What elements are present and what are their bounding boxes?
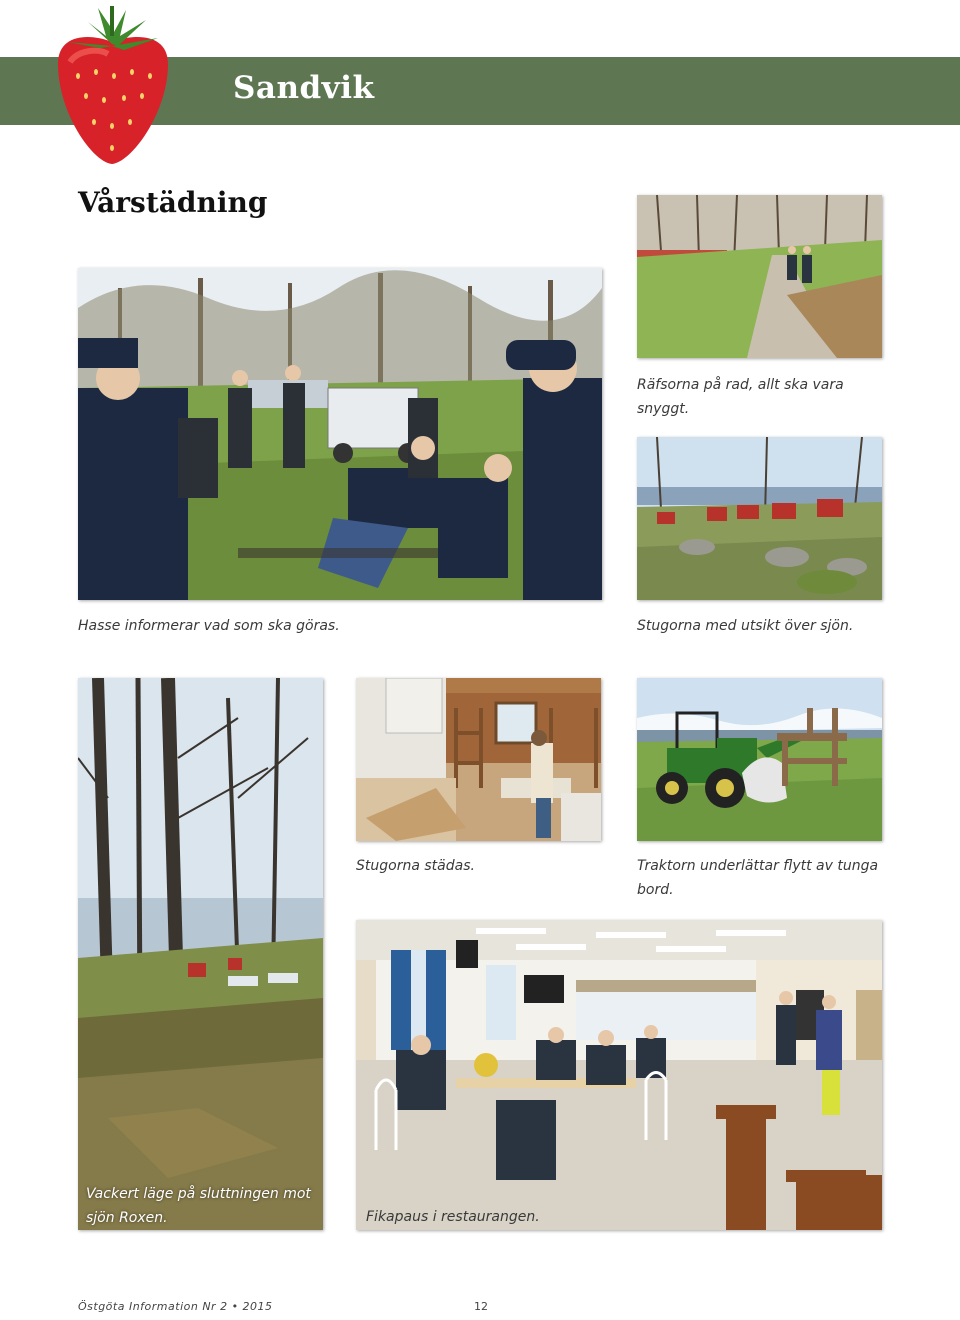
photo-forest-lake	[78, 678, 323, 1230]
photo-tractor	[637, 678, 882, 841]
caption-cottages-view: Stugorna med utsikt över sjön.	[637, 618, 854, 634]
caption-cleaning: Stugorna städas.	[356, 858, 475, 874]
caption-meeting: Hasse informerar vad som ska göras.	[78, 618, 340, 634]
article-heading: Vårstädning	[78, 186, 268, 219]
strawberry-logo	[48, 2, 176, 167]
page-number: 12	[474, 1300, 488, 1313]
caption-rakes: Räfsorna på rad, allt ska vara snyggt.	[637, 377, 844, 417]
caption-forest-lake: Vackert läge på sluttningen mot sjön Roxen.	[86, 1186, 311, 1226]
caption-restaurant: Fikapaus i restaurangen.	[366, 1209, 540, 1225]
footer-publication: Östgöta Information Nr 2 • 2015	[78, 1300, 273, 1313]
caption-tractor: Traktorn underlättar flytt av tunga bord.	[637, 858, 879, 898]
photo-meeting	[78, 268, 602, 600]
photo-restaurant	[356, 920, 882, 1230]
photo-cleaning	[356, 678, 601, 841]
section-title: Sandvik	[233, 70, 375, 106]
photo-rakes	[637, 195, 882, 358]
photo-cottages-view	[637, 437, 882, 600]
